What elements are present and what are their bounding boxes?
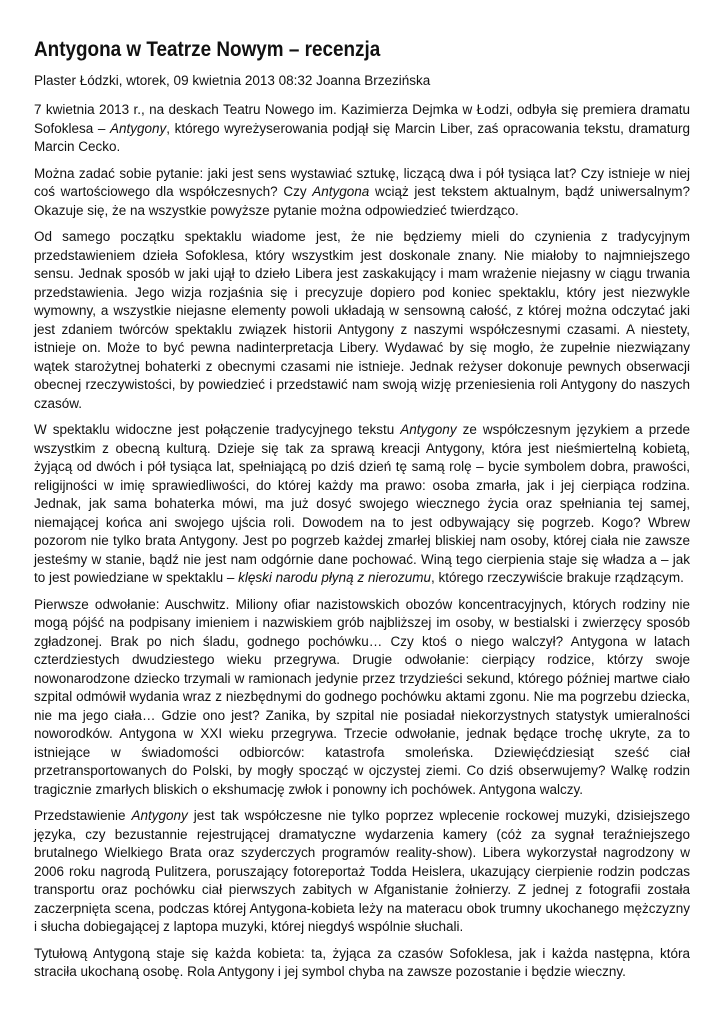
paragraph: Tytułową Antygoną staje się każda kobieta: ta, żyjąca za czasów Sofoklesa, jak i każda następna, która straciła ukochaną osobę. Rola Antygony i jej symbol chyba na zawsze pozostanie i będzie wieczny. — [34, 945, 690, 979]
paragraph: Przedstawienie Antygony jest tak współczesne nie tylko poprzez wplecenie rockowej muzyki, dzisiejszego języka, czy bezustannie rejestrującej dramatyczne wydarzenia kamery (cóż za sygnał teraźniejszego brutalnego Wielkiego Brata oraz szyderczych programów reality-show). Libera wykorzystał nagrodzony w 2006 roku nagrodą Pulitzera, poruszający fotoreportaż Todda Heislera, ukazujący cierpienie rodzin podczas transportu oraz pochówku ciał pierwszych zabitych w Afganistanie żołnierzy. Z jednej z fotografii została zaczerpnięta scena, podczas której Antygona-kobieta leży na materacu obok trumny ukochanego mężczyzny i słucha dobiegającej z laptopa muzyki, której niegdyś wspólnie słuchali. — [34, 808, 690, 934]
paragraph: Pierwsze odwołanie: Auschwitz. Miliony ofiar nazistowskich obozów koncentracyjnych, których rodziny nie mogą pójść na podpisany imieniem i nazwiskiem grób najbliższej im osoby, w bestialski i zwierzęcy sposób zgładzonej. Brak po nich śladu, godnego pochówku… Czy ktoś o niego walczył? Antygona w latach czterdziestych dwudziestego wieku przegrywa. Drugie odwołanie: cierpiący rodzice, którzy swoje nowonarodzone dziecko trzymali w ramionach jedynie przez trzydzieści sekund, którego później martwe ciało szpital odmówił wydania wraz z niezbędnymi do godnego pochówku aktami zgonu. Nie ma pogrzebu dziecka, nie ma jego ciała… Gdzie ono jest? Zanika, by szpital nie posiadał niekorzystnych statystyk umieralności noworodków. Antygona w XXI wieku przegrywa. Trzecie odwołanie, jednak będące trochę ukryte, za to istniejące w świadomości odbiorców: katastrofa smoleńska. Dziewięćdziesiąt sześć ciał przetransportowanych do Polski, by mogły spocząć w ojczystej ziemi. Co dziś obserwujemy? Walkę rodzin tragicznie zmarłych bliskich o ekshumację zwłok i ponowny ich pochówek. Antygona walczy. — [34, 596, 690, 797]
paragraph: Od samego początku spektaklu wiadome jest, że nie będziemy mieli do czynienia z tradycyjnym przedstawieniem dzieła Sofoklesa, który wszystkim jest doskonale znany. Nie miałoby to najmniejszego sensu. Jednak sposób w jaki ujął to dzieło Libera jest zaskakujący i mam wrażenie niejasny w ciągu trwania przedstawienia. Jego wizja rozjaśnia się i precyzuje dopiero pod koniec spektaklu, który jest niezwykle wymowny, a wszystkie niejasne elementy powoli układają w sensowną całość, z której można odczytać jaki jest zdaniem twórców spektaklu związek historii Antygony z naszymi współczesnymi czasami. A niestety, istnieje on. Może to być pewna nadinterpretacja Libery. Wydawać by się mogło, że zupełnie niezwiązany wątek starożytnej bohaterki z obecnymi czasami nie istnieje. Jednak reżyser dokonuje pewnych obserwacji obecnej rzeczywistości, by powiedzieć i przedstawić nam swoją wizję przeniesienia roli Antygony do naszych czasów. — [34, 229, 690, 411]
paragraph: 7 kwietnia 2013 r., na deskach Teatru Nowego im. Kazimierza Dejmka w Łodzi, odbyła się premiera dramatu Sofoklesa – Antygony, którego wyreżyserowania podjął się Marcin Liber, zaś opracowania tekstu, dramaturg Marcin Cecko. — [34, 102, 691, 154]
paragraph: W spektaklu widoczne jest połączenie tradycyjnego tekstu Antygony ze współczesnym językiem a przede wszystkim z obecną kulturą. Dzieje się tak za sprawą kreacji Antygony, która jest nieśmiertelną kobietą, żyjącą od dwóch i pół tysiąca lat, spełniającą po dziś dzień tę samą rolę – bycie symbolem dobra, prawości, religijności w imię sprawiedliwości, do której każdy ma prawo: osoba zmarła, jak i jej cierpiąca rodzina. Jednak, jak sama bohaterka mówi, ma już dosyć swojego wiecznego życia oraz spełniania tej samej, niemającej końca ani swojego ujścia roli. Dowodem na to jest odbywający się pogrzeb. Kogo? Wbrew pozorom nie tylko brata Antygony. Jest po pogrzeb każdej zmarłej bliskiej nam osoby, której ciała nie zawsze jesteśmy w stanie, bądź nie jest nam odgórnie dane pochować. Winą tego cierpienia staje się władza a – jak to jest powiedziane w spektaklu – klęski narodu płyną z nierozumu, którego rzeczywiście brakuje rządzącym. — [34, 422, 690, 585]
article-title: Antygona w Teatrze Nowym – recenzja — [34, 38, 381, 61]
article — [34, 36, 690, 982]
paragraph: Można zadać sobie pytanie: jaki jest sens wystawiać sztukę, liczącą dwa i pół tysiąca lat? Czy istnieje w niej coś wartościowego dla współczesnych? Czy Antygona wciąż jest tekstem aktualnym, bądź uniwersalnym? Okazuje się, że na wszystkie powyższe pytanie można odpowiedzieć twierdząco. — [34, 165, 691, 218]
article-meta: Plaster Łódzki, wtorek, 09 kwietnia 2013 08:32 Joanna Brzezińska — [34, 73, 431, 88]
